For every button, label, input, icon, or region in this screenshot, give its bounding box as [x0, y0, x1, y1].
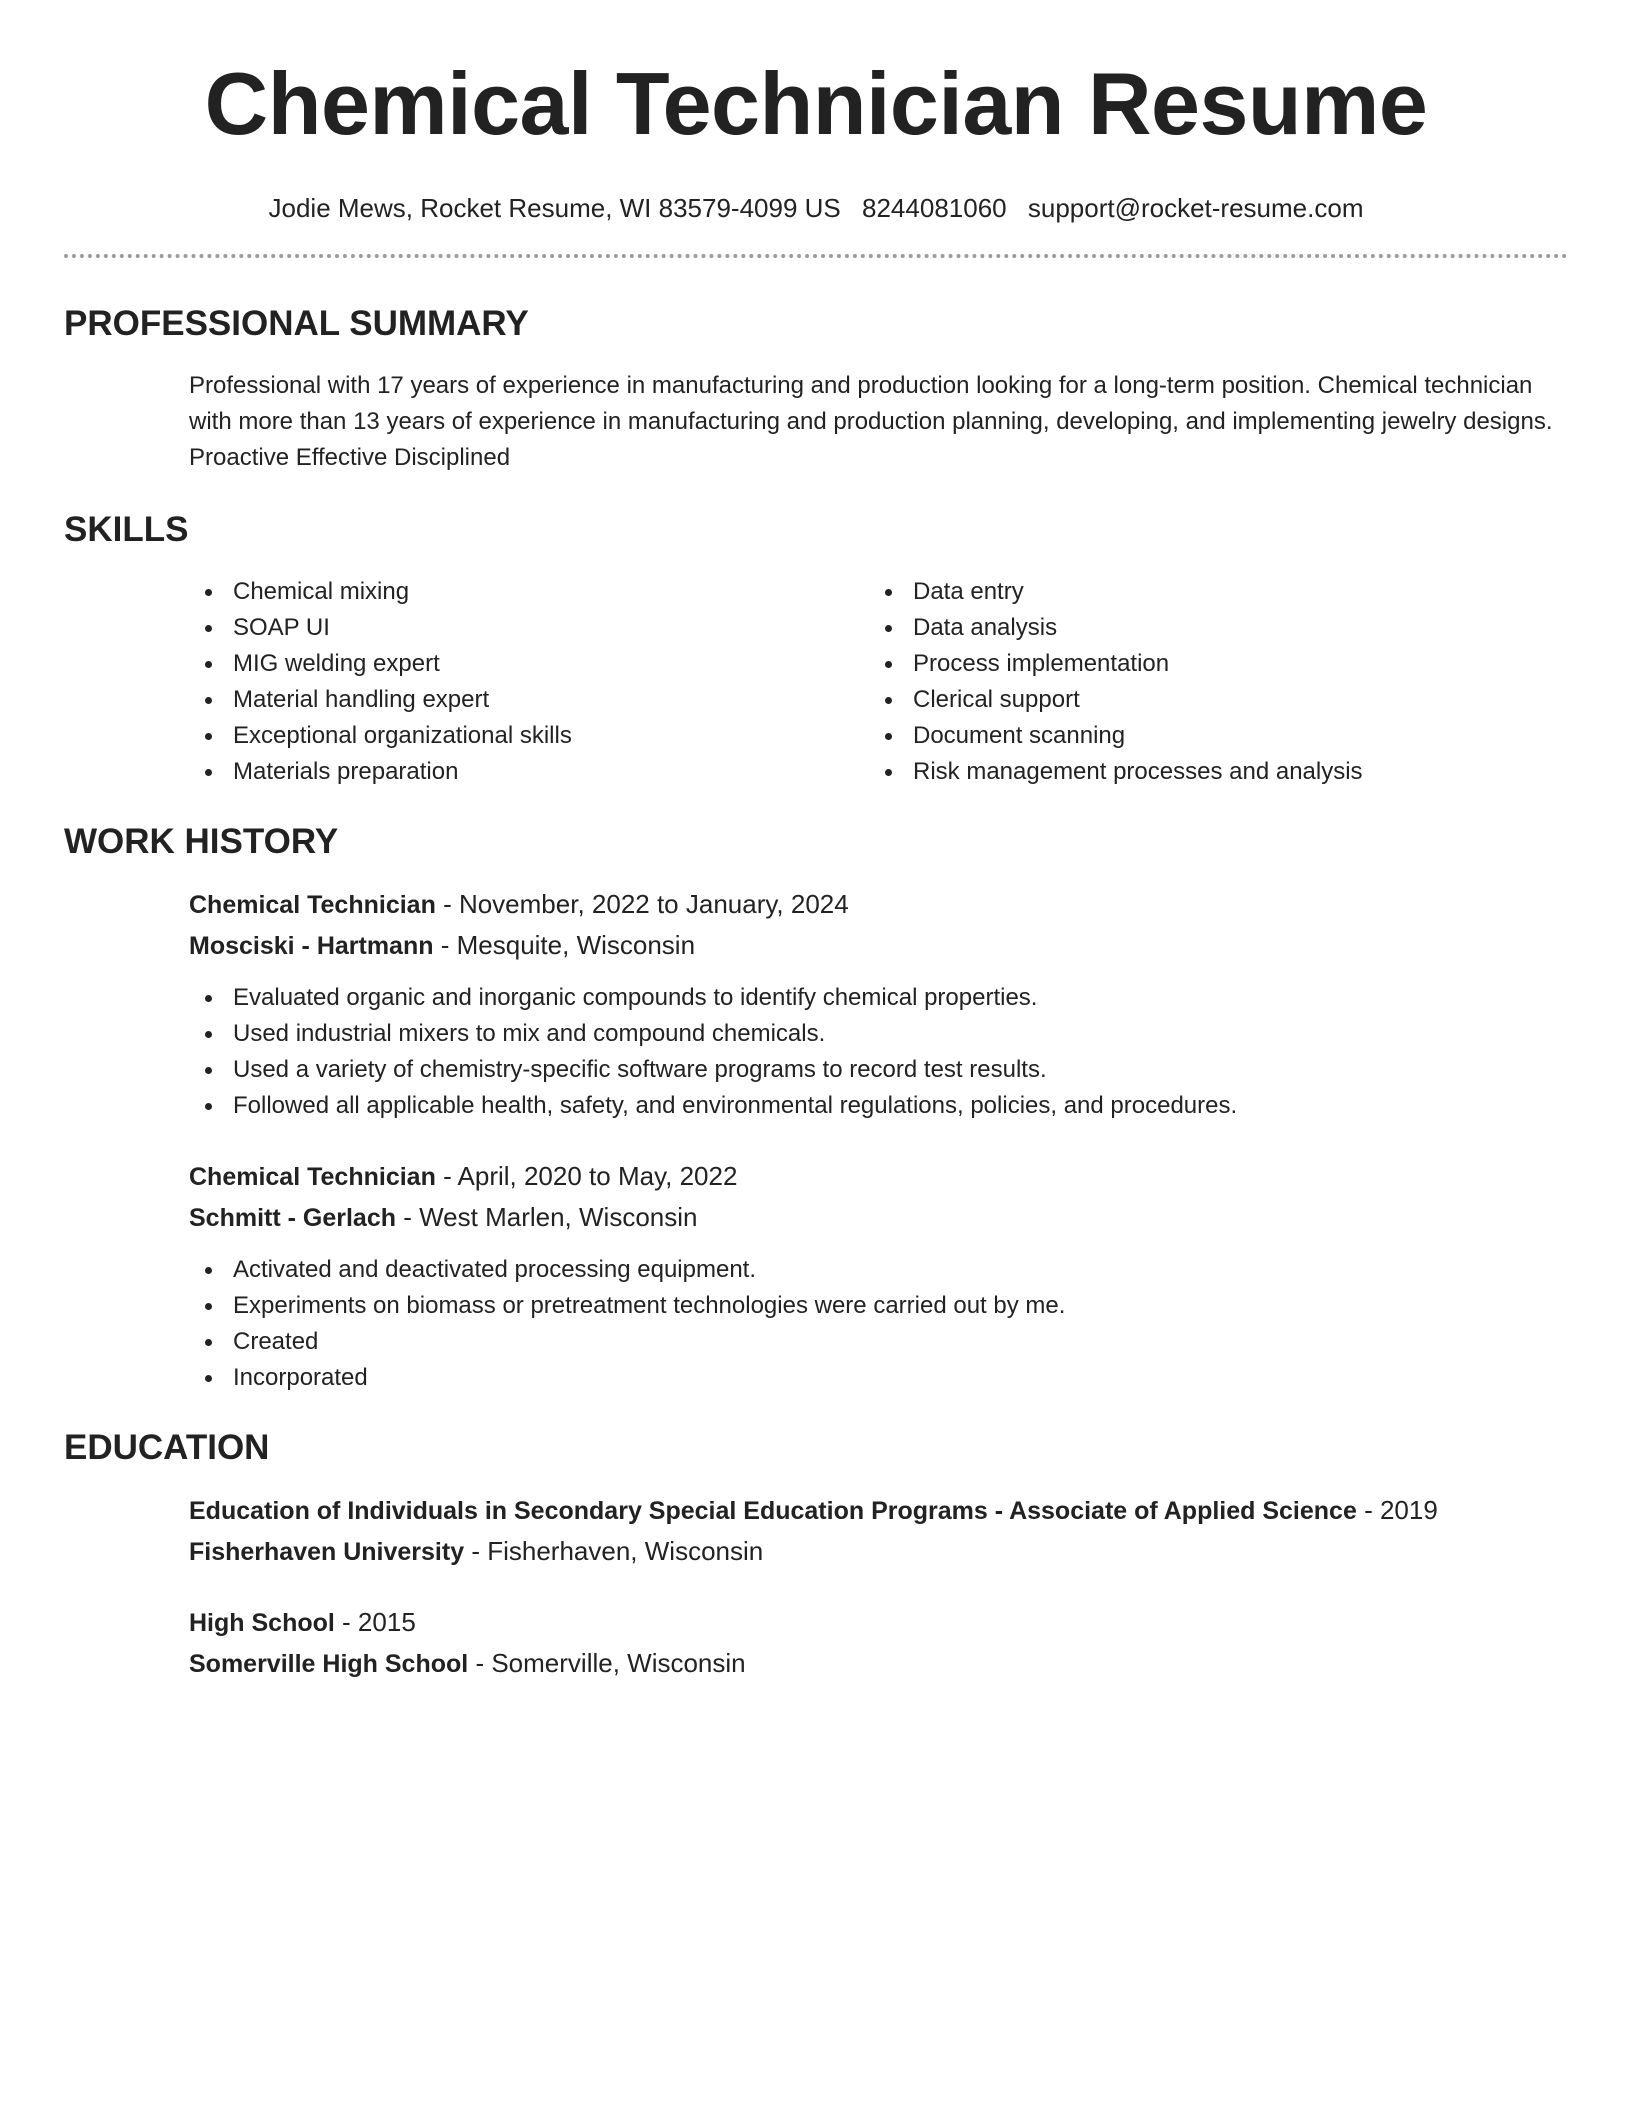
- school-line: [189, 1643, 1568, 1684]
- job-dates: - April, 2020 to May, 2022: [435, 1161, 738, 1191]
- education-section: [64, 1426, 1568, 1684]
- degree-line: [189, 1490, 1568, 1531]
- skill-item: Clerical support: [869, 682, 1549, 718]
- job-bullets: [64, 980, 1568, 1124]
- skill-item: Data entry: [869, 574, 1549, 610]
- job-company: Schmitt - Gerlach: [189, 1204, 396, 1232]
- degree-name: High School: [189, 1609, 335, 1637]
- job-location: - Mesquite, Wisconsin: [433, 930, 696, 960]
- job-bullet: Used industrial mixers to mix and compound chemicals.: [189, 1016, 1568, 1052]
- skills-heading: SKILLS: [64, 510, 189, 549]
- job-bullet: Followed all applicable health, safety, and environmental regulations, policies, and procedures.: [189, 1088, 1568, 1124]
- job-dates: - November, 2022 to January, 2024: [435, 889, 849, 919]
- job-company-line: [189, 925, 1568, 966]
- degree-year: - 2015: [334, 1607, 416, 1637]
- education-entry: [189, 1602, 1568, 1684]
- job-company: Mosciski - Hartmann: [189, 932, 434, 960]
- job-title-line: [189, 884, 1568, 925]
- job-entry: [189, 884, 1568, 1124]
- education-heading: EDUCATION: [64, 1428, 270, 1467]
- work-history-heading: WORK HISTORY: [64, 822, 339, 861]
- skill-item: MIG welding expert: [189, 646, 869, 682]
- job-bullets: [64, 1252, 1568, 1396]
- skills-list-left: [189, 574, 869, 790]
- skills-section: [64, 508, 1568, 790]
- skills-list-right: [869, 574, 1549, 790]
- skill-item: Data analysis: [869, 610, 1549, 646]
- contact-line: [64, 192, 1568, 224]
- degree-line: [189, 1602, 1568, 1643]
- summary-section: [64, 302, 1568, 476]
- header-divider: [64, 254, 1568, 258]
- skill-item: SOAP UI: [189, 610, 869, 646]
- job-bullet: Activated and deactivated processing equipment.: [189, 1252, 1568, 1288]
- summary-text: Professional with 17 years of experience in manufacturing and production looking for a long-term position. Chemical technician with more than 13 years of experience in manufacturing and production planning, developing, and implementing jewelry designs. Proactive Effective Disciplined: [189, 372, 1553, 471]
- job-bullet: Created: [189, 1324, 1568, 1360]
- education-entry: [189, 1490, 1568, 1572]
- skill-item: Risk management processes and analysis: [869, 754, 1549, 790]
- contact-address: Jodie Mews, Rocket Resume, WI 83579-4099 US: [268, 193, 841, 223]
- school-name: Somerville High School: [189, 1650, 469, 1678]
- skill-item: Material handling expert: [189, 682, 869, 718]
- school-name: Fisherhaven University: [189, 1538, 465, 1566]
- school-location: - Somerville, Wisconsin: [468, 1648, 746, 1678]
- skills-columns: [189, 574, 1568, 790]
- school-line: [189, 1531, 1568, 1572]
- skill-item: Materials preparation: [189, 754, 869, 790]
- job-title-line: [189, 1156, 1568, 1197]
- job-bullet: Incorporated: [189, 1360, 1568, 1396]
- skill-item: Process implementation: [869, 646, 1549, 682]
- job-title: Chemical Technician: [189, 1163, 436, 1191]
- job-location: - West Marlen, Wisconsin: [396, 1202, 698, 1232]
- skill-item: Exceptional organizational skills: [189, 718, 869, 754]
- job-bullet: Evaluated organic and inorganic compounds to identify chemical properties.: [189, 980, 1568, 1016]
- job-company-line: [189, 1197, 1568, 1238]
- job-bullet: Used a variety of chemistry-specific software programs to record test results.: [189, 1052, 1568, 1088]
- school-location: - Fisherhaven, Wisconsin: [464, 1536, 764, 1566]
- skill-item: Document scanning: [869, 718, 1549, 754]
- contact-email: support@rocket-resume.com: [1027, 193, 1364, 223]
- resume-title: Chemical Technician Resume: [204, 54, 1428, 153]
- degree-name: Education of Individuals in Secondary Special Education Programs - Associate of Applied Science: [189, 1497, 1357, 1525]
- job-bullet: Experiments on biomass or pretreatment technologies were carried out by me.: [189, 1288, 1568, 1324]
- degree-year: - 2019: [1356, 1495, 1438, 1525]
- summary-heading: PROFESSIONAL SUMMARY: [64, 304, 529, 343]
- job-entry: [189, 1156, 1568, 1396]
- skill-item: Chemical mixing: [189, 574, 869, 610]
- work-history-section: [64, 820, 1568, 1396]
- job-title: Chemical Technician: [189, 891, 436, 919]
- contact-phone: 8244081060: [862, 193, 1007, 223]
